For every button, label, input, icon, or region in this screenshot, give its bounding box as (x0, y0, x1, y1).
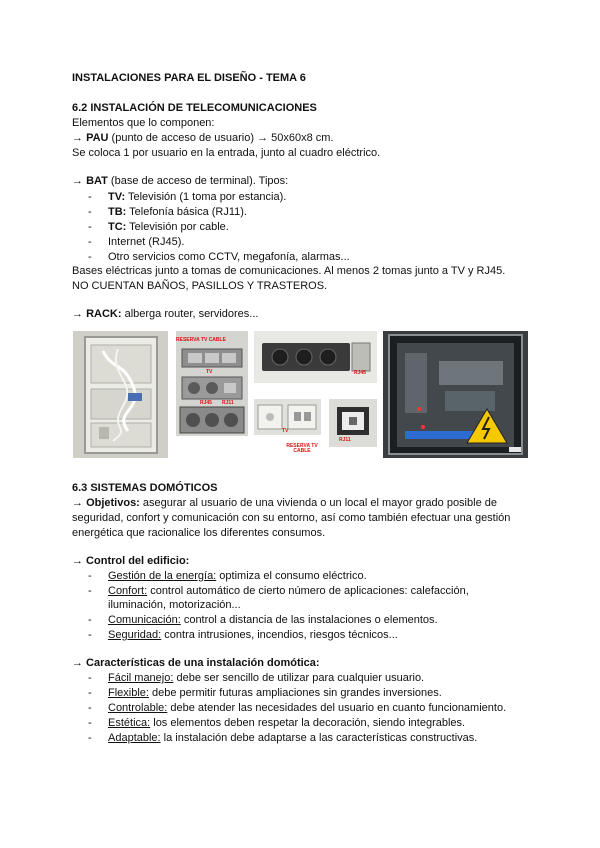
rack-line (72, 307, 258, 322)
socket-strip-photo (254, 331, 377, 383)
list-item-continuation: iluminación, motorización... (108, 599, 241, 611)
photo-label-rj11-bottom: RJ11 (339, 437, 351, 443)
photo-label-reserva-top: RESERVA TV CABLE (176, 337, 226, 343)
objetivos-line: → Objetivos: asegurar al usuario de una vivienda o un local el mayor grado posible de (72, 497, 497, 509)
rj11-outlet-photo (329, 399, 377, 447)
photo-label-reserva-bottom: RESERVA TV CABLE (286, 443, 318, 454)
rack-cabinet-photo (383, 331, 528, 458)
pau-enclosure-photo (73, 331, 168, 458)
list-item: - TB: Telefonía básica (RJ11). (88, 206, 247, 218)
objetivos-line: energética que racionalice los diferentes consumos. (72, 527, 326, 539)
list-item: - Comunicación: control a distancia de las instalaciones o elementos. (88, 614, 438, 626)
list-item: - Fácil manejo: debe ser sencillo de utilizar para cualquier usuario. (88, 672, 425, 684)
intro-line: Elementos que lo componen: (72, 117, 215, 129)
pau-text: (punto de acceso de usuario) → 50x60x8 cm. (108, 132, 334, 144)
socket-panel-photo (176, 331, 248, 436)
arrow: → (72, 497, 83, 509)
photo-label-rj45-top: RJ45 (200, 400, 212, 406)
list-item: - Otro servicios como CCTV, megafonía, alarmas... (88, 251, 350, 263)
arrow: → (72, 175, 83, 187)
bases-note: Bases eléctricas junto a tomas de comunicaciones. Al menos 2 tomas junto a TV y RJ45. (72, 265, 506, 277)
list-item: - Adaptable: la instalación debe adaptarse a las características constructivas. (88, 732, 478, 744)
bat-text: (base de acceso de terminal). Tipos: (107, 175, 289, 187)
pau-term: PAU (86, 132, 109, 144)
list-item: - TV: Televisión (1 toma por estancia). (88, 191, 287, 203)
bat-line (72, 174, 288, 189)
document-title: INSTALACIONES PARA EL DISEÑO - TEMA 6 (72, 72, 306, 84)
rack-text: alberga router, servidores... (121, 308, 259, 320)
control-heading: → Control del edificio: (72, 555, 190, 567)
pau-line (72, 131, 334, 146)
rack-term: RACK: (86, 308, 122, 320)
list-item: - Internet (RJ45). (88, 236, 185, 248)
photo-label-tv-top: TV (206, 369, 213, 375)
objetivos-line: seguridad, confort y comunicación con su entorno, así como también efectuar una gestión (72, 512, 511, 524)
rack-cabinet-image (383, 331, 528, 458)
section-heading-telecom: 6.2 INSTALACIÓN DE TELECOMUNICACIONES (72, 102, 317, 114)
wall-outlet-photo (254, 399, 321, 435)
pau-enclosure-image (73, 331, 168, 458)
list-item: - Gestión de la energía: optimiza el consumo eléctrico. (88, 570, 367, 582)
photo-label-rj11-top: RJ11 (222, 400, 234, 406)
list-item: - Controlable: debe atender las necesidades del usuario en cuanto funcionamiento. (88, 702, 507, 714)
arrow: → (72, 132, 83, 144)
objetivos-term: Objetivos: (86, 497, 140, 509)
no-note: NO CUENTAN BAÑOS, PASILLOS Y TRASTEROS. (72, 280, 328, 292)
pau-note: Se coloca 1 por usuario en la entrada, junto al cuadro eléctrico. (72, 147, 381, 159)
list-item: - TC: Televisión por cable. (88, 221, 229, 233)
bat-term: BAT (86, 175, 108, 187)
arrow: → (72, 308, 83, 320)
caracteristicas-heading: → Características de una instalación domótica: (72, 657, 320, 669)
photo-label-tv-bottom: TV (282, 428, 289, 434)
photo-label-rj45-right: RJ45 (354, 370, 366, 376)
list-item: - Seguridad: contra intrusiones, incendios, riesgos técnicos... (88, 629, 398, 641)
socket-panel-image (176, 331, 248, 436)
list-item: - Estética: los elementos deben respetar la decoración, siendo integrables. (88, 717, 466, 729)
list-item: - Confort: control automático de cierto número de aplicaciones: calefacción, (88, 585, 469, 597)
rj11-outlet-image (329, 399, 377, 447)
section-heading-domotica: 6.3 SISTEMAS DOMÓTICOS (72, 482, 218, 494)
list-item: - Flexible: debe permitir futuras ampliaciones sin grandes inversiones. (88, 687, 442, 699)
